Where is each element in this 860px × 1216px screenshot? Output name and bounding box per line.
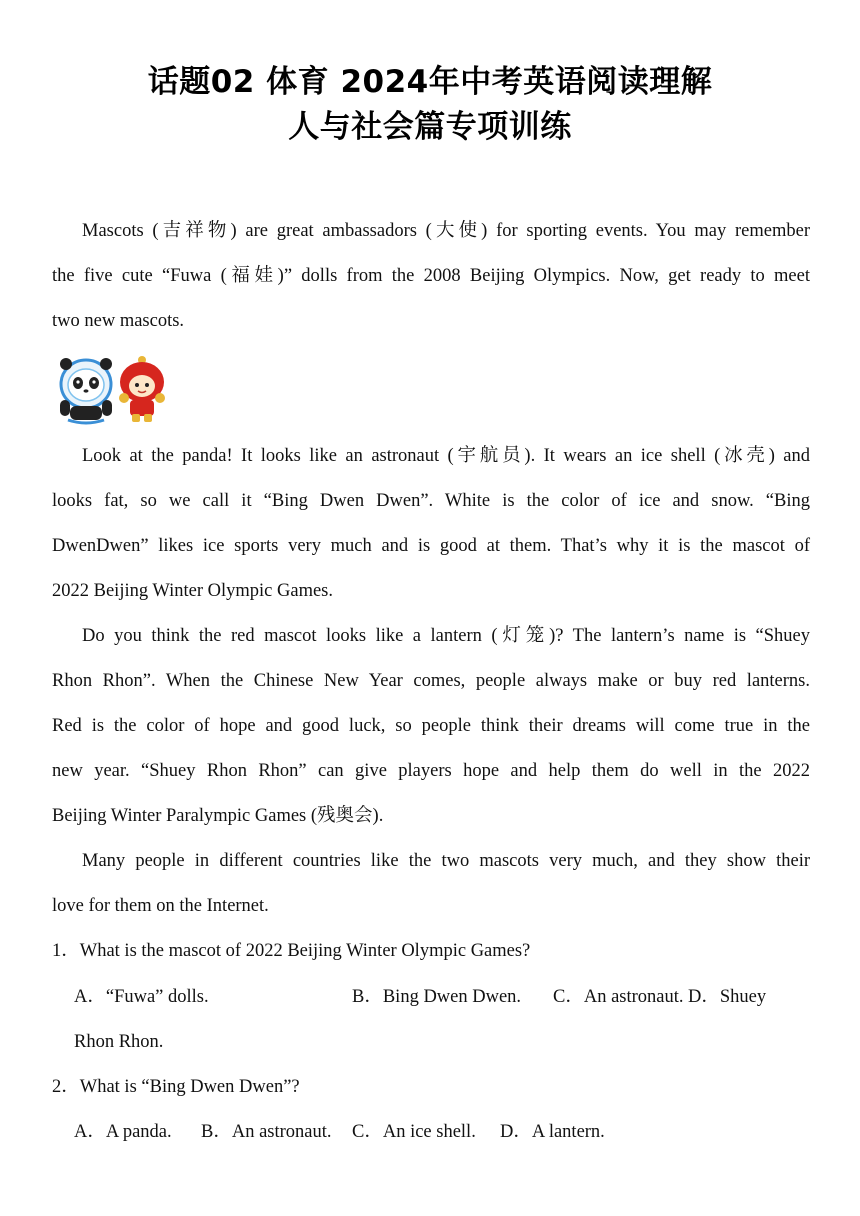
p3-line-2: Rhon Rhon”. When the Chinese New Year comes, people always make or buy red lanterns. xyxy=(52,671,810,691)
title-line-2: 人与社会篇专项训练 xyxy=(288,109,572,145)
question-1-option-c: C．An astronaut. xyxy=(553,987,684,1007)
p3-line-4: new year. “Shuey Rhon Rhon” can give players hope and help them do well in the 2022 xyxy=(52,761,810,781)
p3-line-3: Red is the color of hope and good luck, so people think their dreams will come true in the xyxy=(52,716,810,736)
p3-line-1: Do you think the red mascot looks like a lantern (灯笼)? The lantern’s name is “Shuey xyxy=(82,626,810,646)
question-2-option-c: C．An ice shell. xyxy=(352,1122,476,1142)
question-1-option-d-cont: Rhon Rhon. xyxy=(74,1032,164,1052)
mascots-image xyxy=(56,354,168,426)
p1-line-1: Mascots (吉祥物) are great ambassadors (大使) for sporting events. You may remember xyxy=(82,221,810,241)
p2-line-3: DwenDwen” likes ice sports very much and is good at them. That’s why it is the mascot of xyxy=(52,536,810,556)
p1-line-2: the five cute “Fuwa (福娃)” dolls from the 2008 Beijing Olympics. Now, get ready to meet xyxy=(52,266,810,286)
p4-line-1: Many people in different countries like the two mascots very much, and they show their xyxy=(82,851,810,871)
p1-line-3: two new mascots. xyxy=(52,311,185,331)
question-1-option-a: A．“Fuwa” dolls. xyxy=(74,987,209,1007)
question-2-option-b: B．An astronaut. xyxy=(201,1122,332,1142)
p4-line-2: love for them on the Internet. xyxy=(52,896,269,916)
question-1-option-b: B．Bing Dwen Dwen. xyxy=(352,987,522,1007)
p2-line-4: 2022 Beijing Winter Olympic Games. xyxy=(52,581,333,601)
shuey-rhon-rhon-figure xyxy=(119,356,165,422)
question-2-stem: 2．What is “Bing Dwen Dwen”? xyxy=(52,1077,300,1097)
bing-dwen-dwen-figure xyxy=(60,358,112,423)
question-2-option-d: D．A lantern. xyxy=(500,1122,605,1142)
p2-line-2: looks fat, so we call it “Bing Dwen Dwen”. White is the color of ice and snow. “Bing xyxy=(52,491,810,511)
title-line-1: 话题02 体育 2024年中考英语阅读理解 xyxy=(147,64,713,100)
p3-line-5: Beijing Winter Paralympic Games (残奥会). xyxy=(52,806,384,826)
p2-line-1: Look at the panda! It looks like an astronaut (宇航员). It wears an ice shell (冰壳) and xyxy=(82,446,810,466)
question-1-option-d: D．Shuey xyxy=(688,987,767,1007)
question-2-option-a: A．A panda. xyxy=(74,1122,172,1142)
question-1-stem: 1．What is the mascot of 2022 Beijing Winter Olympic Games? xyxy=(52,941,531,961)
